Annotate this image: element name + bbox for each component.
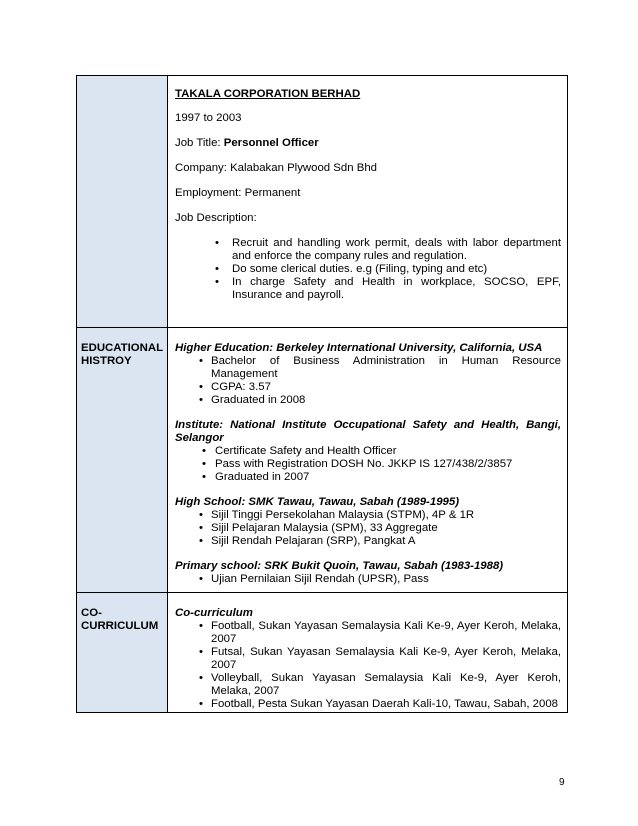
bullet-icon: • — [199, 672, 203, 684]
cocurriculum-content — [168, 593, 568, 713]
bullet-icon: • — [199, 620, 203, 632]
list-item: • In charge Safety and Health in workplace, SOCSO, EPF, Insurance and payroll. — [215, 276, 561, 301]
education-row — [77, 328, 568, 593]
list-item: • Volleyball, Sukan Yayasan Semalaysia Kali Ke-9, Ayer Keroh, Melaka, 2007 — [199, 672, 561, 697]
job-title-value: Personnel Officer — [223, 137, 319, 149]
cocurriculum-heading: Co-curriculum — [175, 607, 253, 619]
education-label-cell — [77, 328, 168, 593]
bullet-icon: • — [199, 535, 203, 547]
employment-content — [168, 76, 568, 328]
bullet-icon: • — [215, 276, 219, 288]
primary-school-list — [175, 573, 561, 586]
high-school-heading: High School: SMK Tawau, Tawau, Sabah (1989-1995) — [175, 496, 459, 508]
job-title-label: Job Title: — [175, 137, 224, 149]
cocurriculum-row — [77, 593, 568, 713]
list-item: • Recruit and handling work permit, deals with labor department and enforce the company rules and regulation. — [215, 237, 561, 262]
list-item: • Do some clerical duties. e.g (Filing, typing and etc) — [215, 263, 488, 275]
primary-school-heading: Primary school: SRK Bukit Quoin, Tawau, Sabah (1983-1988) — [175, 560, 504, 572]
bullet-icon: • — [199, 573, 203, 585]
cocurriculum-list — [175, 620, 561, 711]
high-school-list — [175, 509, 561, 548]
cocurriculum-label-cell — [77, 593, 168, 713]
employment-type-line: Employment: Permanent — [175, 187, 301, 199]
bullet-icon: • — [202, 458, 206, 470]
higher-education-list — [175, 355, 561, 407]
education-section-label: EDUCATIONAL HISTROY — [77, 342, 167, 368]
bullet-icon: • — [199, 509, 203, 521]
bullet-icon: • — [199, 394, 203, 406]
resume-table — [76, 75, 568, 713]
page-number: 9 — [559, 777, 565, 788]
bullet-icon: • — [215, 237, 219, 249]
list-item: • CGPA: 3.57 — [199, 381, 271, 393]
company-heading: TAKALA CORPORATION BERHAD — [175, 88, 361, 100]
bullet-icon: • — [199, 355, 203, 367]
list-item: • Sijil Pelajaran Malaysia (SPM), 33 Aggregate — [199, 522, 438, 534]
education-content — [168, 328, 568, 593]
institute-heading: Institute: National Institute Occupational Safety and Health, Bangi, Selangor — [175, 419, 561, 444]
list-item: • Graduated in 2007 — [202, 471, 310, 483]
list-item: • Pass with Registration DOSH No. JKKP IS 127/438/2/3857 — [202, 458, 513, 470]
list-item: • Graduated in 2008 — [199, 394, 306, 406]
list-item: • Sijil Rendah Pelajaran (SRP), Pangkat A — [199, 535, 416, 547]
job-title-line — [175, 137, 561, 150]
list-item: • Football, Pesta Sukan Yayasan Daerah Kali-10, Tawau, Sabah, 2008 — [199, 698, 559, 710]
bullet-icon: • — [202, 445, 206, 457]
list-item: • Futsal, Sukan Yayasan Semalaysia Kali Ke-9, Ayer Keroh, Melaka, 2007 — [199, 646, 561, 671]
employment-period: 1997 to 2003 — [175, 112, 242, 124]
duties-list — [175, 237, 561, 302]
list-item: • Bachelor of Business Administration in Human Resource Management — [199, 355, 561, 380]
employment-label-cell — [77, 76, 168, 328]
list-item: • Ujian Pernilaian Sijil Rendah (UPSR), Pass — [199, 573, 429, 585]
employment-row — [77, 76, 568, 328]
cocurriculum-section-label: CO-CURRICULUM — [77, 607, 167, 633]
institute-list — [175, 445, 561, 484]
list-item: • Certificate Safety and Health Officer — [202, 445, 397, 457]
list-item: • Sijil Tinggi Persekolahan Malaysia (STPM), 4P & 1R — [199, 509, 475, 521]
bullet-icon: • — [202, 471, 206, 483]
list-item: • Football, Sukan Yayasan Semalaysia Kali Ke-9, Ayer Keroh, Melaka, 2007 — [199, 620, 561, 645]
job-description-label: Job Description: — [175, 212, 257, 224]
bullet-icon: • — [199, 522, 203, 534]
bullet-icon: • — [215, 263, 219, 275]
higher-education-heading: Higher Education: Berkeley International University, California, USA — [175, 342, 543, 354]
bullet-icon: • — [199, 698, 203, 710]
bullet-icon: • — [199, 646, 203, 658]
company-line: Company: Kalabakan Plywood Sdn Bhd — [175, 162, 377, 174]
bullet-icon: • — [199, 381, 203, 393]
